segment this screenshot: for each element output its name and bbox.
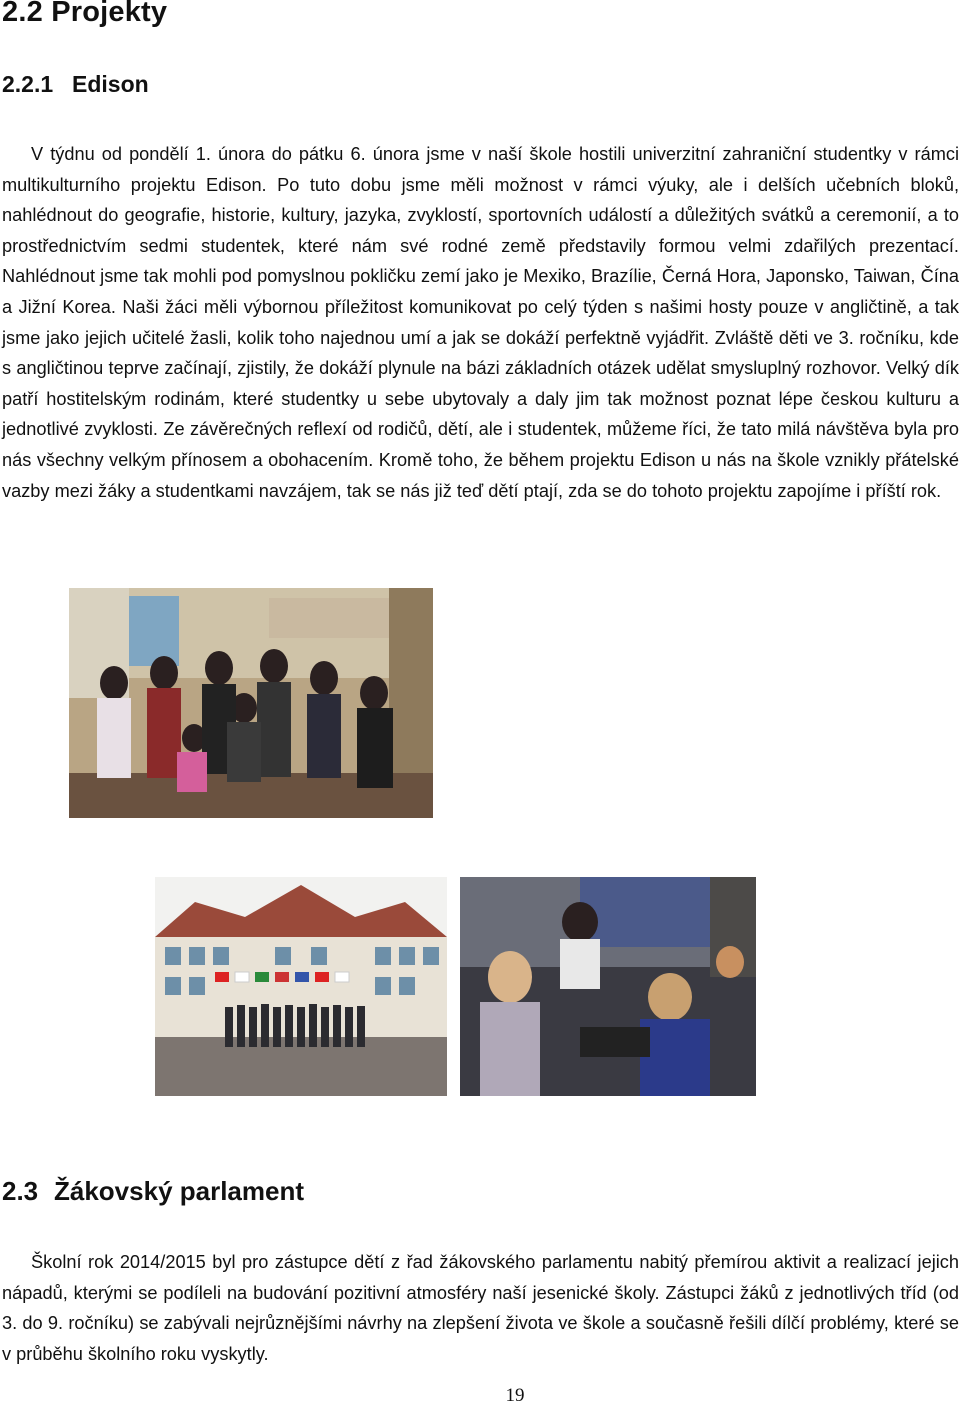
parliament-paragraph: Školní rok 2014/2015 byl pro zástupce dětí z řad žákovského parlamentu nabitý přemírou aktivit a realizací jejich nápadů, kterými se podíleli na budování pozitivní atmosféry naší jesenické školy. Zástupci žáků z jednotlivých tříd (od 3. do 9. ročníku) se zabývali nejrůznějšími návrhy na zlepšení života ve škole a současně řešili dílčí problémy, které se v průběhu školního roku vyskytly. — [2, 1252, 959, 1364]
page-number: 19 — [505, 1385, 525, 1406]
section2-heading — [2, 1176, 304, 1207]
section-title: Projekty — [51, 0, 168, 28]
group-photo — [69, 588, 433, 818]
section-heading — [2, 0, 167, 29]
section2-title: Žákovský parlament — [54, 1176, 305, 1206]
section2-number: 2.3 — [2, 1176, 39, 1206]
subsection-number: 2.2.1 — [2, 71, 54, 97]
edison-paragraph: V týdnu od pondělí 1. února do pátku 6. února jsme v naší škole hostili univerzitní zahraniční studentky v rámci multikulturního projektu Edison. Po tuto dobu jsme měli možnost v rámci výuky, ale i delších učebních bloků, nahlédnout do geografie, historie, kultury, jazyka, zvyklostí, sportovních událostí a důležitých svátků a ceremonií, a to prostřednictvím sedmi studentek, které nám své rodné země představily formou velmi zdařilých prezentací. Nahlédnout jsme tak mohli pod pomyslnou pokličku zemí jako je Mexiko, Brazílie, Černá Hora, Japonsko, Taiwan, Čína a Jižní Korea. Naši žáci měli výbornou příležitost komunikovat po celý týden s našimi hosty pouze v angličtině, a tak jsme jako jejich učitelé žasli, kolik toho najednou umí a jak se dokáží perfektně vyjádřit. Zvláště děti ve 3. ročníku, kde s angličtinou teprve začínají, zjistily, že dokáží plynule na bázi základních otázek udělat smysluplný rozhovor. Velký dík patří hostitelským rodinám, které studentky u sebe ubytovaly a daly jim tak možnost poznat lépe českou kulturu a jednotlivé zvyklosti. Ze závěrečných reflexí od rodičů, dětí, ale i studentek, můžeme říci, že tato milá návštěva byla pro nás všechny velkým přínosem a obohacením. Kromě toho, že během projektu Edison u nás na škole vznikly přátelské vazby mezi žáky a studentkami navzájem, tak se nás již teď dětí ptají, zda se do tohoto projektu zapojíme i příští rok. — [2, 144, 959, 501]
subsection-title: Edison — [72, 71, 149, 97]
school-photo — [155, 877, 447, 1096]
classroom-photo — [460, 877, 756, 1096]
subsection-heading — [2, 71, 149, 98]
section-number: 2.2 — [2, 0, 43, 28]
